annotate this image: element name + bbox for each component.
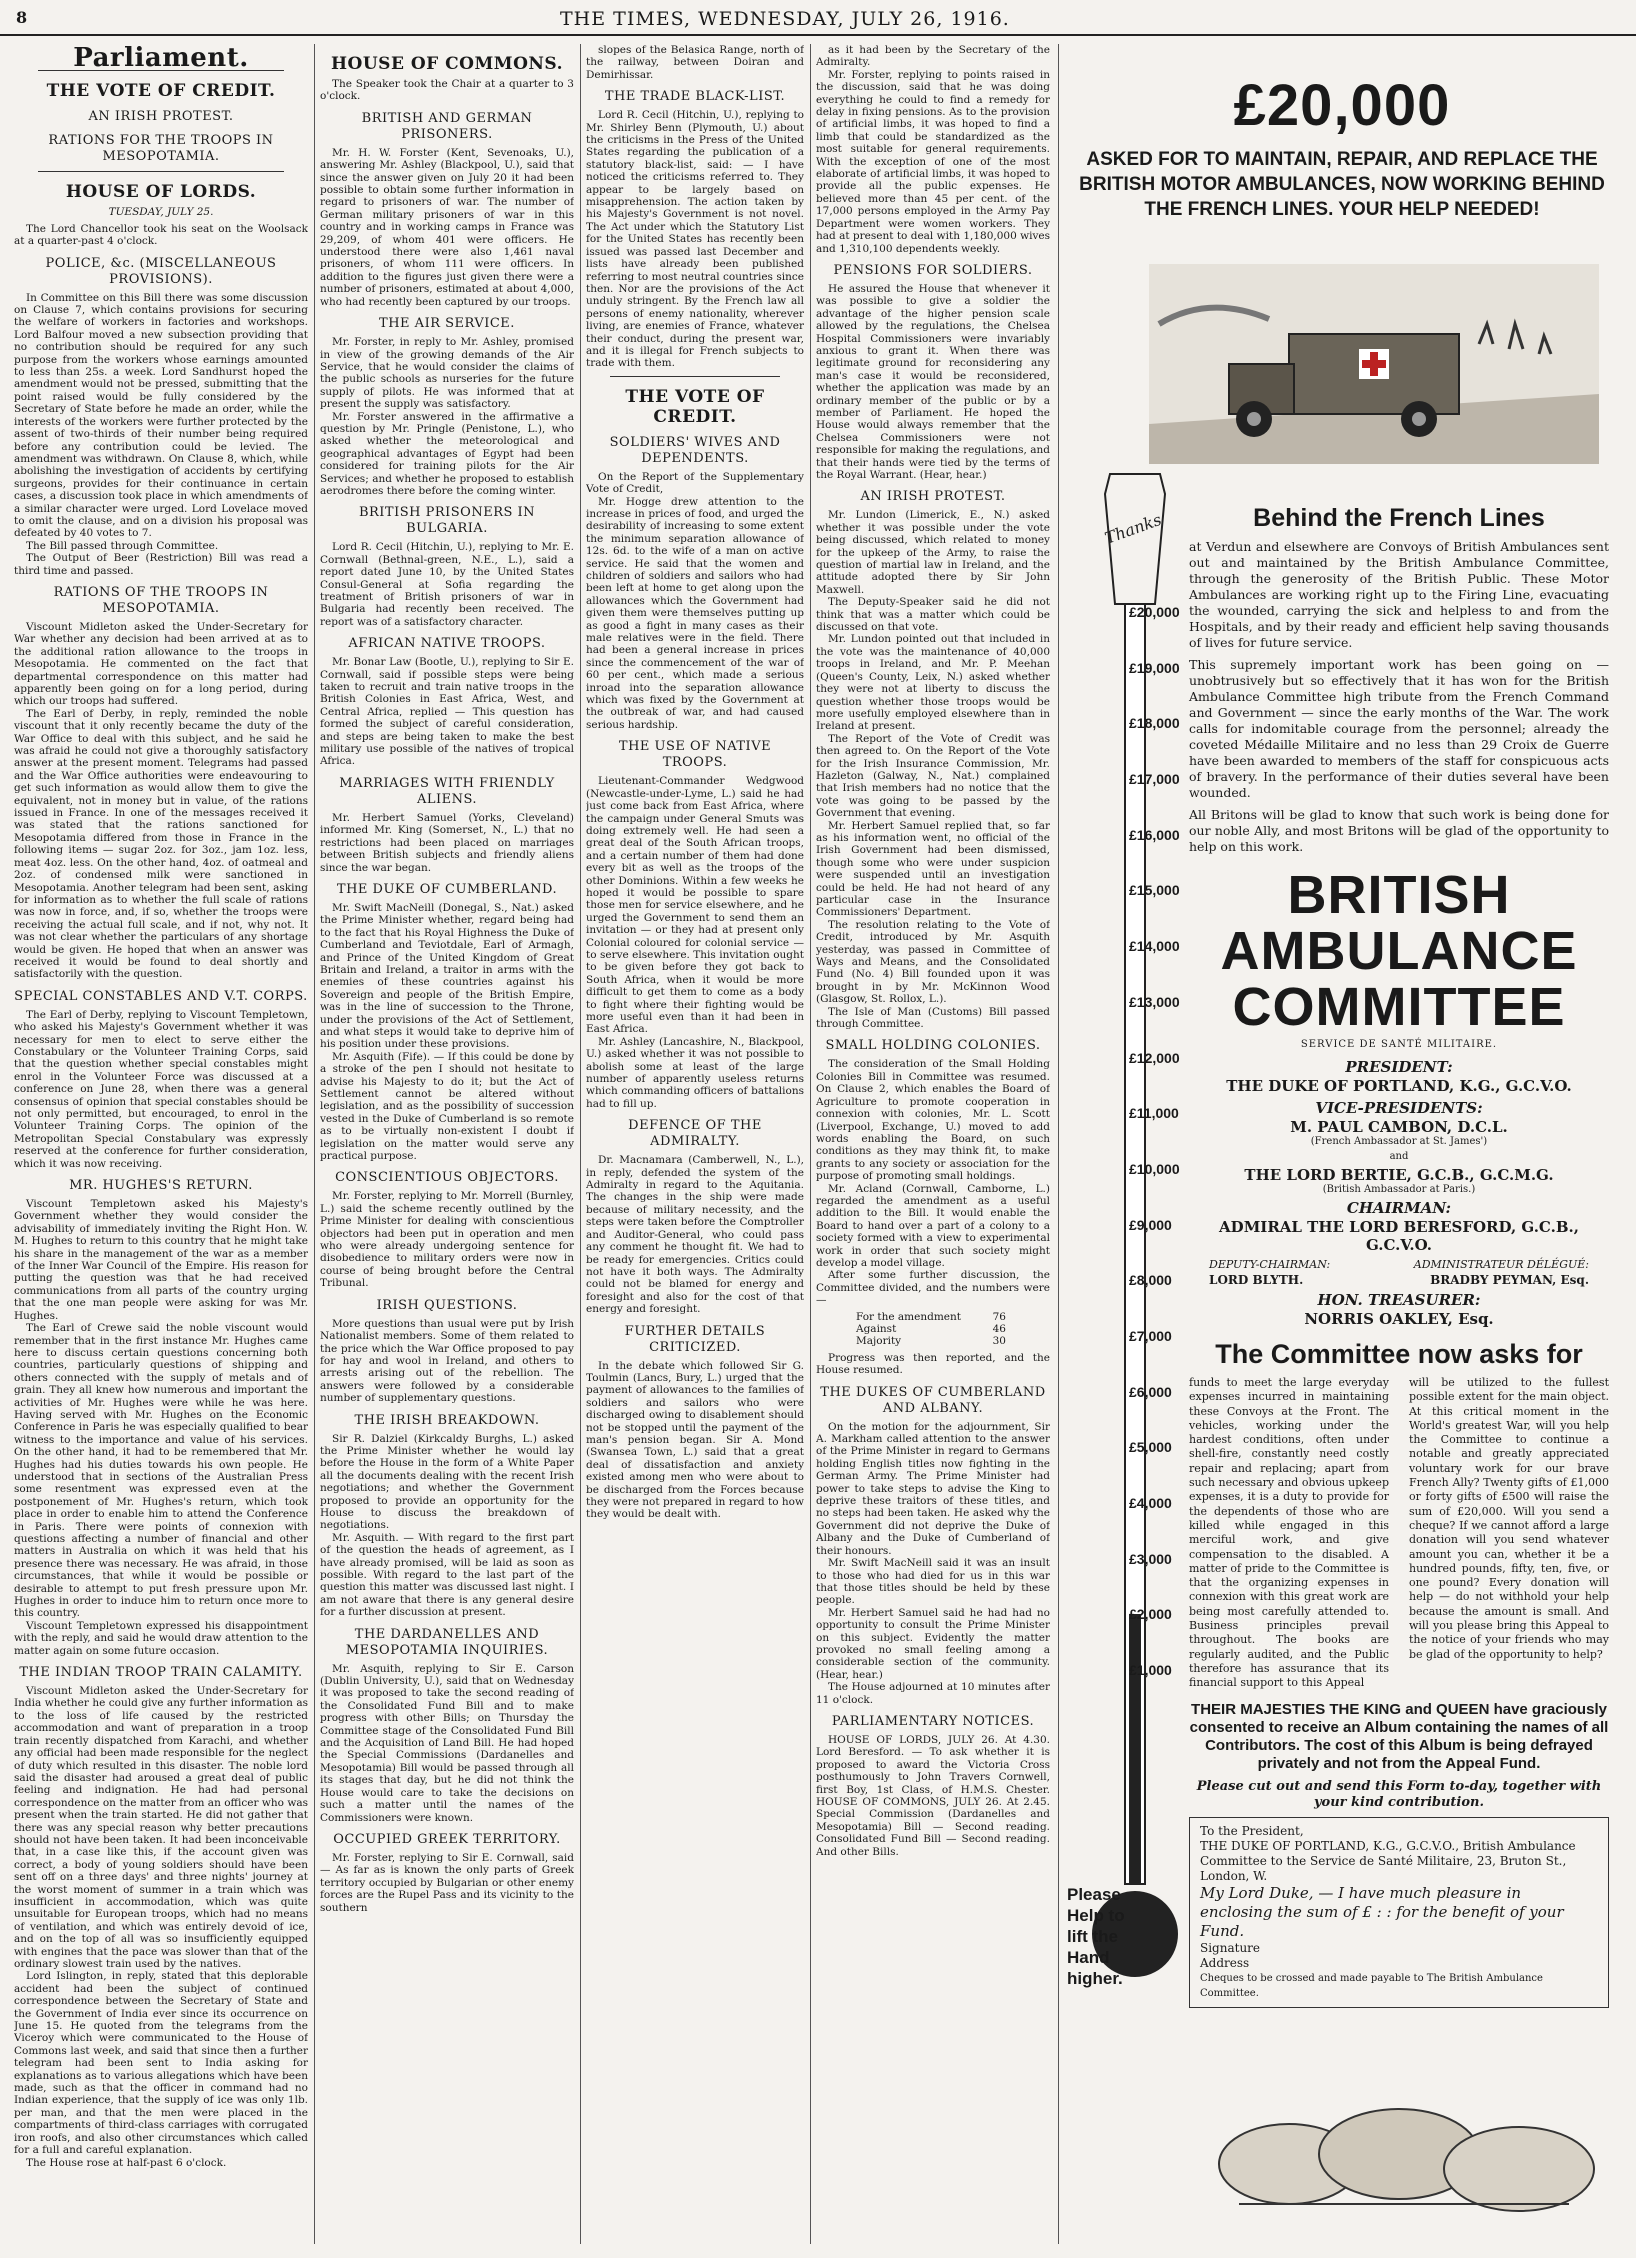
subheadline: MARRIAGES WITH FRIENDLY ALIENS. xyxy=(339,775,555,807)
masthead xyxy=(0,0,1636,36)
ad-column-right: will be utilized to the fullest possible extent for the main object. At this critical moment in the World's greatest War, will you help the Committee to continue a notable and greatly appreciated voluntary work for our brave French Ally? Twenty gifts of £1,000 or forty gifts of £500 will raise the sum of £20,000. Will you send a cheque? If we cannot afford a large donation will you send whatever amount you can, whether it be a hundred pounds, fifty, ten, five, or one pound? Every donation will help — do not withhold your help because the amount is small. And will you please bring this Appeal to the notice of your friends who may be glad of the opportunity to help? xyxy=(1409,1376,1609,1661)
ad-paragraph: All Britons will be glad to know that such work is being done for our noble Ally, and most Britons will be glad of the opportunity to help on this work. xyxy=(1189,807,1609,854)
subheadline: BRITISH AND GERMAN PRISONERS. xyxy=(361,110,533,142)
paragraph: He assured the House that whenever it was possible to give a soldier the advantage of the higher pension scale allowed by the regulations, the Chelsea Hospital Commissioners were invariably anxious to grant it. When there was legitimate ground for reconsidering any man's case it would be reconsidered, whether the application was made by an ordinary member of the public or by a member of Parliament. He hoped the House would always remember that the Chelsea Commissioners were not responsible for making the regulations, and that their hands were tied by the terms of the Royal Warrant. (Hear, hear.) xyxy=(816,282,1050,481)
paragraph: Sir R. Dalziel (Kirkcaldy Burghs, L.) asked the Prime Minister whether he would lay before the House in the form of a White Paper all the documents dealing with the recent Irish negotiations; and whether the Government proposed to provide an opportunity for the House to discuss the breakdown of negotiations. xyxy=(320,1432,574,1532)
column-rule xyxy=(314,44,315,2244)
paragraph: Mr. Asquith. — With regard to the first part of the question the heads of agreement, as I have already promised, will be laid as soon as possible. With regard to the last part of the question this matter was discussed last night. I am not aware that there is any general desire for a further discussion at present. xyxy=(320,1531,574,1619)
paragraph: Mr. Herbert Samuel (Yorks, Cleveland) informed Mr. King (Somerset, N., L.) that no restrictions had been placed on marriages between British subjects and friendly aliens since the war began. xyxy=(320,811,574,874)
paragraph: In the debate which followed Sir G. Toulmin (Lancs, Bury, L.) urged that the payment of allowances to the families of soldiers and sailors who were discharged owing to disablement should not be stopped until the payment of the man's pension began. Sir A. Mond (Swansea Town, L.) said that a great deal of dissatisfaction and anxiety existed among men who were about to be discharged from the Forces because they were not prepared in regard to how they would be dealt with. xyxy=(586,1359,804,1521)
ambulance-illustration-icon xyxy=(1149,264,1599,464)
scale-mark: £2,000 xyxy=(1129,1606,1172,1623)
coins-illustration-icon xyxy=(1199,2084,1609,2234)
paragraph: More questions than usual were put by Irish Nationalist members. Some of them related to the price which the War Office proposed to pay for hay and wool in Ireland, and others to arrests arising out of the rebellion. The answers were followed by a considerable number of supplementary questions. xyxy=(320,1317,574,1405)
headline: HOUSE OF LORDS. xyxy=(65,182,257,203)
ad-paragraph: This supremely important work has been going on — unobtrusively but so effectively that it has won for the British Ambulance Committee high tribute from the French Command and Government — since the early months of the War. The work calls for indomitable courage from the personnel; already the coveted Médaille Militaire and no less than 29 Croix de Guerre have been awarded to members of the staff for conspicuous acts of bravery. In the performance of their duties several have been wounded. xyxy=(1189,657,1609,800)
scale-mark: £3,000 xyxy=(1129,1550,1172,1567)
role-label: DEPUTY-CHAIRMAN: xyxy=(1209,1258,1331,1271)
column-3 xyxy=(586,44,804,2244)
scale-mark: £18,000 xyxy=(1129,715,1180,732)
paragraph: Mr. Swift MacNeill (Donegal, S., Nat.) asked the Prime Minister whether, regard being had to the fact that his Royal Highness the Duke of Cumberland and Teviotdale, Earl of Armagh, and Prince of the United Kingdom of Great Britain and Ireland, a traitor in arms with the enemies of these countries against his Sovereign and people of the British Empire, was in the line of succession to the Throne, under the provisions of the Act of Settlement, and what steps it would take to deprive him of his position under these provisions. xyxy=(320,901,574,1051)
subheadline: THE AIR SERVICE. xyxy=(379,316,515,332)
headline: HOUSE OF COMMONS. xyxy=(330,54,564,74)
subheadline: PENSIONS FOR SOLDIERS. xyxy=(833,262,1033,278)
person-name: THE LORD BERTIE, G.C.B., G.C.M.G. xyxy=(1244,1166,1554,1184)
paragraph: Lord Islington, in reply, stated that this deplorable accident had been the subject of continued correspondence between the Secretary of State and the Government of India ever since its occurrence on June 15. He quoted from the telegrams from the Viceroy which were communicated to the House of Commons last week, and said that since then a further telegram had been sent to India asking for explanations as to various allegations which have been made, such as that the officer in command had no Indian experience, that the supply of ice was only 1lb. per man, and that the men were placed in the compartments of third-class carriages with corrugated iron roofs, and also other circumstances which called for a full and careful explanation. xyxy=(14,1970,308,2157)
paragraph: The Report of the Vote of Credit was then agreed to. On the Report of the Vote for the Irish Insurance Commission, Mr. Hazleton (Galway, N., Nat.) complained that Irish members had no notice that the vote was going to be passed by the Government that evening. xyxy=(816,732,1050,820)
form-note: Cheques to be crossed and made payable to The British Ambulance Committee. xyxy=(1200,1972,1543,1999)
ad-paragraph: at Verdun and elsewhere are Convoys of British Ambulances sent out and maintained by the British Ambulance Committee, through the generosity of the British Public. These Motor Ambulances are working right up to the Firing Line, evacuating the wounded, carrying the sick and helpless to and from the Hospitals, and by their ready and efficient help saving thousands of lives for future service. xyxy=(1189,539,1609,650)
role-label: PRESIDENT: xyxy=(1345,1058,1453,1076)
thanks-label: Thanks xyxy=(1102,509,1164,548)
paragraph: Lord R. Cecil (Hitchin, U.), replying to Mr. Shirley Benn (Plymouth, U.) about the criticisms in the Press of the United States regarding the publication of a statutory black-list, said: — I have noticed the criticisms referred to. They appear to be largely based on misapprehension. The action taken by his Majesty's Government is not novel. The Act under which the Statutory List for the United States has recently been issued was passed last December and lists have already been published referring to most neutral countries since then. Nor are the provisions of the Act unduly stringent. By the French law all persons of enemy nationality, wherever living, are enemies of France, whatever their conduct, during the present war, and it is illegal for French subjects to trade with them. xyxy=(586,109,804,370)
subheadline: SPECIAL CONSTABLES AND V.T. CORPS. xyxy=(14,988,308,1004)
paragraph: The Deputy-Speaker said he did not think that was a matter which could be discussed on that vote. xyxy=(816,596,1050,634)
scale-mark: £11,000 xyxy=(1129,1105,1179,1122)
column-2 xyxy=(320,44,574,2244)
scale-mark: £6,000 xyxy=(1129,1383,1172,1400)
paragraph: Viscount Templetown asked his Majesty's Government whether they would consider the advisability of immediately inviting the Right Hon. W. M. Hughes to return to this country that he might take his share in the management of the war as a member of the Inner War Council of the Empire. His reason for putting the question was that he had received communications from all parts of the country urging that the one man people were asking for was Mr. Hughes. xyxy=(14,1198,308,1322)
scale-mark: £19,000 xyxy=(1129,659,1180,676)
role-label: ADMINISTRATEUR DÉLÉGUÉ: xyxy=(1413,1258,1589,1271)
scale-mark: £7,000 xyxy=(1129,1327,1172,1344)
paragraph: After some further discussion, the Committee divided, and the numbers were — xyxy=(816,1269,1050,1307)
subheadline: RATIONS OF THE TROOPS IN MESOPOTAMIA. xyxy=(53,584,269,616)
paragraph: Mr. Bonar Law (Bootle, U.), replying to Sir E. Cornwall, said if possible steps were being taken to recruit and train native troops in the British Colonies in East Africa, West, and Central Africa, replied — This question has formed the subject of careful consideration, and steps are being taken to make the best military use possible of the natives of tropical Africa. xyxy=(320,656,574,768)
person-name: ADMIRAL THE LORD BERESFORD, G.C.B., G.C.V.O. xyxy=(1219,1218,1579,1254)
paragraph: The Earl of Crewe said the noble viscount would remember that in the first instance Mr. Hughes came here to discuss certain questions concerning both countries, particularly questions of shipping and others connected with the supply of metals and of grain. They all knew how numerous and important the activities of Mr. Hughes were while he was here. Having served with Mr. Hughes on the Economic Conference in Paris he was especially qualified to bear witness to the importance and value of his services. On the other hand, it had to be remembered that Mr. Hughes had his duties towards his own people. He understood that in sections of the Australian Press some resentment was expressed even at the postponement of Mr. Hughes's return, which took place in order to enable him to attend the Conference in Paris. There were points of connexion with questions affecting a number of financial and other matters in Australia on which it was held that his presence there was necessary. He was afraid, in those circumstances, that while it would be possible or desirable to attempt to put fresh pressure upon Mr. Hughes in order to induce him to return once more to this country. xyxy=(14,1322,308,1620)
ambulance-advertisement xyxy=(1058,44,1625,2244)
subheadline: OCCUPIED GREEK TERRITORY. xyxy=(333,1831,561,1847)
subheadline: THE USE OF NATIVE TROOPS. xyxy=(618,739,772,771)
subheadline: AFRICAN NATIVE TROOPS. xyxy=(348,636,546,652)
column-rule xyxy=(810,44,811,2244)
headline: THE VOTE OF CREDIT. xyxy=(625,386,765,427)
paragraph: Mr. Forster, replying to Sir E. Cornwall, said — As far as is known the only parts of Greek territory occupied by Bulgarian or other enemy forces are the Rupel Pass and its vicinity to the southern xyxy=(320,1851,574,1914)
paragraph: The Earl of Derby, replying to Viscount Templetown, who asked his Majesty's Government whether it was necessary for men to elect to serve either the Constabulary or the Volunteer Training Corps, said that the question whether special constables might enrol in the Volunteer Force was discussed at a conference on June 28, when there was a general consensus of opinion that special constables should be not only permitted, but encouraged, to enrol in the Volunteer Training Corps. The opinion of the Metropolitan Special Constabulary was expressly reserved at the conference for further consideration, which it was now receiving. xyxy=(14,1008,308,1170)
paragraph: Viscount Midleton asked the Under-Secretary for India whether he could give any further information as to the loss of life caused by the restricted accommodation and want of preparation in a troop train recently dispatched from Karachi, and whether any official had been made responsible for the neglect of duty which resulted in this disaster. The noble lord said the disaster had aroused a great deal of public feeling and indignation. He had had personal correspondence on the matter from an officer who was present when the train started. He did not gather that there was any special reason why better precautions should not have been taken. It had been inconceivable that, in a case like this, if the account given was correct, a body of young soldiers should have been sent off on a three days' and three nights' journey at the worst moment of summer in a train which was insufficient in accommodation, which was quite unsuitable for European troops, which had no means of ventilation, and which was entirely devoid of ice, and on the top of all was so insufficiently equipped with engines that the pace was slower than that of the ordinary slowest train used by the natives. xyxy=(14,1685,308,1970)
subheadline: FURTHER DETAILS CRITICIZED. xyxy=(624,1323,766,1355)
scale-mark: £8,000 xyxy=(1129,1272,1172,1289)
person-name: NORRIS OAKLEY, Esq. xyxy=(1304,1310,1494,1328)
division-value: 46 xyxy=(992,1323,1006,1335)
subheadline: POLICE, &c. (MISCELLANEOUS PROVISIONS). xyxy=(45,255,277,287)
paragraph: The Speaker took the Chair at a quarter to 3 o'clock. xyxy=(320,78,574,103)
division-label: Majority xyxy=(856,1335,902,1348)
scale-mark: £13,000 xyxy=(1129,993,1180,1010)
column-1 xyxy=(14,44,308,2244)
paragraph: The House adjourned at 10 minutes after 11 o'clock. xyxy=(816,1681,1050,1706)
scale-mark: £4,000 xyxy=(1129,1495,1172,1511)
subheadline: THE INDIAN TROOP TRAIN CALAMITY. xyxy=(19,1665,303,1681)
subheadline: THE IRISH BREAKDOWN. xyxy=(354,1412,540,1428)
scale-mark: £14,000 xyxy=(1129,938,1180,955)
person-name: LORD BLYTH. xyxy=(1209,1273,1304,1287)
cutout-instruction: Please cut out and send this Form to-day, together with your kind contribution. xyxy=(1196,1778,1602,1810)
scale-mark: £10,000 xyxy=(1129,1160,1180,1177)
division-table xyxy=(856,1311,1050,1348)
paragraph: The Earl of Derby, in reply, reminded the noble viscount that it only recently became the duty of the War Office to deal with this subject, and he said he was afraid he could not give a thoroughly satisfactory answer at the present moment. Telegrams had passed and the War Office authorities were endeavouring to get such information as would allow them to give the equivalent, not in money but in value, of the rations issued in France. In one of the messages received it was stated that the rations sanctioned for Mesopotamia differed from those in France in the following items — sugar 2oz. for 3oz., jam 1oz. less, meat 4oz. less. On the other hand, 4oz. of oatmeal and 2oz. of condensed milk were sanctioned in Mesopotamia. Another telegram had been sent, asking for information as to whether the full scale of rations was now in force, and, if so, whether the troops were receiving the actual full scale, and if not, why not. It was not clear whether the particulars of any shortage would be given. He hoped that when an answer was received it would be found to deal shortly and satisfactorily with the question. xyxy=(14,707,308,981)
ad-column-left: funds to meet the large everyday expenses incurred in maintaining these Convoys at the Front. The vehicles, working under the hardest conditions, often under shell-fire, constantly need costly repair and replacing; apart from such necessary and obvious upkeep expenses, it is a duty to provide for the dependents of those who are killed while engaged in this merciful work, and give compensation to the disabled. A matter of pride to the Committee is that the organizing expenses in connexion with this great work are being most carefully attended to. Business principles prevail throughout. The books are regularly audited, and the Public therefore has assurance that its financial support to this Appeal xyxy=(1189,1376,1389,1690)
scale-mark: £9,000 xyxy=(1129,1216,1172,1233)
ad-subhead: Behind the French Lines xyxy=(1253,504,1545,532)
subheadline: AN IRISH PROTEST. xyxy=(88,109,234,125)
form-to: To the President, xyxy=(1200,1823,1304,1838)
subheadline: AN IRISH PROTEST. xyxy=(860,489,1006,505)
paragraph: slopes of the Belasica Range, north of the railway, between Doiran and Demirhissar. xyxy=(586,44,804,81)
appeal-amount: £20,000 xyxy=(1233,73,1451,138)
organization-name: BRITISH AMBULANCE COMMITTEE xyxy=(1220,865,1578,1037)
scale-mark: £1,000 xyxy=(1129,1662,1172,1679)
paragraph: Mr. Asquith (Fife). — If this could be done by a stroke of the pen I should not hesitate to advise his Majesty to do it; but the Act of Settlement cannot be altered without legislation, and as the possibility of succession vested in the Duke of Cumberland is so remote as to be virtually non-existent I doubt if legislation on the matter would serve any practical purpose. xyxy=(320,1050,574,1163)
appeal-headline: ASKED FOR TO MAINTAIN, REPAIR, AND REPLACE THE BRITISH MOTOR AMBULANCES, NOW WORKING BEHIND THE FRENCH LINES. YOUR HELP NEEDED! xyxy=(1079,149,1605,220)
paragraph: Mr. Forster, in reply to Mr. Ashley, promised in view of the growing demands of the Air Service, that he would consider the claims of the public schools as nurseries for the future supply of pilots. He was informed that at present the supply was satisfactory. xyxy=(320,336,574,411)
scale-mark: £20,000 xyxy=(1129,604,1180,620)
division-value: 30 xyxy=(992,1335,1006,1348)
person-name: THE DUKE OF PORTLAND, K.G., G.C.V.O. xyxy=(1226,1077,1572,1095)
subheadline: THE DARDANELLES AND MESOPOTAMIA INQUIRIES. xyxy=(345,1626,549,1658)
subheadline: RATIONS FOR THE TROOPS IN MESOPOTAMIA. xyxy=(48,133,274,165)
column-4 xyxy=(816,44,1050,2244)
newspaper-title: THE TIMES, WEDNESDAY, JULY 26, 1916. xyxy=(560,8,1010,30)
subheadline: THE DUKES OF CUMBERLAND AND ALBANY. xyxy=(820,1384,1046,1416)
person-subtitle: (British Ambassador at Paris.) xyxy=(1322,1184,1476,1195)
subheadline: CONSCIENTIOUS OBJECTORS. xyxy=(335,1170,559,1186)
scale-mark: £17,000 xyxy=(1129,771,1180,788)
paragraph: Dr. Macnamara (Camberwell, N., L.), in reply, defended the system of the Admiralty in regard to the Aquitania. The changes in the ship were made because of military necessity, and the steps were taken before the Comptroller and Auditor-General, who could pass any comment he thought fit. We had to be ready for emergencies. Critics could not have it both ways. The Admiralty could not be blamed for energy and foresight and also for the cost of that energy and foresight. xyxy=(586,1154,804,1316)
headline: THE VOTE OF CREDIT. xyxy=(46,81,276,102)
paragraph: Lieutenant-Commander Wedgwood (Newcastle-under-Lyme, L.) said he had just come back from East Africa, where the campaign under General Smuts was doing extremely well. He had seen a great deal of the South African troops, and a certain number of them had done every bit as well as the troops of the other Dominions. Within a few weeks he hoped it would be possible to spare those men for service elsewhere, and he urged the Government to send them an invitation — or they had at present only Colonial coloured for colonial service — to serve elsewhere. This invitation ought to be given before they got back to South Africa, when it would be more difficult to get them to come as a body to fight where their fighting would be more useful even than it had been in East Africa. xyxy=(586,775,804,1036)
paragraph: Lord R. Cecil (Hitchin, U.), replying to Mr. E. Cornwall (Bethnal-green, N.E., L.), said a report dated June 10, by the United States Consul-General at Sofia regarding the treatment of British prisoners of war in Bulgaria had recently been received. The report was of a satisfactory character. xyxy=(320,541,574,628)
organization-subtitle: SERVICE DE SANTÉ MILITAIRE. xyxy=(1300,1039,1498,1050)
paragraph: Viscount Midleton asked the Under-Secretary for War whether any decision had been arrived at as to the additional ration allowance to the troops in Mesopotamia. He commented on the fact that departmental correspondence on this matter had apparently been going on for a long period, during which our troops had suffered. xyxy=(14,620,308,708)
subheadline: THE DUKE OF CUMBERLAND. xyxy=(336,881,558,897)
paragraph: Mr. Lundon pointed out that included in the vote was the maintenance of 40,000 troops in Ireland, and Mr. P. Meehan (Queen's County, Leix, N.) asked whether they were not at liberty to discuss the question whether those troops would be more usefully employed elsewhere than in Ireland at present. xyxy=(816,633,1050,733)
scale-mark: £15,000 xyxy=(1129,882,1180,899)
majesties-notice: THEIR MAJESTIES THE KING and QUEEN have graciously consented to receive an Album containing the names of all Contributors. The cost of this Album is being defrayed privately and not from the Appeal Fund. xyxy=(1189,1700,1609,1772)
scale-mark: £12,000 xyxy=(1129,1049,1180,1066)
paragraph: Mr. Asquith, replying to Sir E. Carson (Dublin University, U.), said that on Wednesday it was proposed to take the second reading of the Consolidated Fund Bill and to make progress with other Bills; on Thursday the Committee stage of the Consolidated Fund Bill and the Acquisition of Land Bill. He had hoped the Special Commissions (Dardanelles and Mesopotamia) Bill would be passed through all its stages that day, but he did not think the House would care to take the decisions on such a matter until the names of the Commissioners were known. xyxy=(320,1662,574,1824)
division-value: 76 xyxy=(992,1310,1006,1323)
conjunction: and xyxy=(1389,1151,1409,1162)
section-title: Parliament. xyxy=(73,44,249,73)
subheadline: PARLIAMENTARY NOTICES. xyxy=(831,1713,1035,1729)
paragraph: Mr. Forster, replying to Mr. Morrell (Burnley, L.) said the scheme recently outlined by the Prime Minister for dealing with conscientious objectors had been put in operation and men who were already undergoing sentence for disobedience to military orders were now in course of being brought before the Central Tribunal. xyxy=(320,1190,574,1290)
person-name: BRADBY PEYMAN, Esq. xyxy=(1430,1273,1589,1287)
paragraph: The Output of Beer (Restriction) Bill was read a third time and passed. xyxy=(14,552,308,577)
paragraph: The Lord Chancellor took his seat on the Woolsack at a quarter-past 4 o'clock. xyxy=(14,222,308,248)
paragraph: The consideration of the Small Holding Colonies Bill in Committee was resumed. On Clause 2, which enables the Board of Agriculture to promote cooperation in connexion with colonies, Mr. L. Scott (Liverpool, Exchange, U.) moved to add words enabling the Board, on such conditions as they may think fit, to make grants to any society or association for the purpose of promoting small holdings. xyxy=(816,1058,1050,1183)
committee-heading: The Committee now asks for xyxy=(1215,1339,1583,1369)
paragraph: In Committee on this Bill there was some discussion on Clause 7, which contains provisions for securing the welfare of workers in factories and workshops. Lord Balfour moved a new subsection providing that no contribution should be required for any such purpose from the workers whose earnings amounted to less than 25s. a week. Lord Sandhurst hoped the amendment would not be pressed, submitting that the point raised would be fully considered by the Secretary of State before he made an order, while the interests of the workers were further protected by the assent of two-thirds of their number being required before any contribution could be levied. The amendment was withdrawn. On Clause 8, which, while abolishing the investigation of accidents by certifying surgeons, provides for their continuance in certain cases, a discussion took place in which amendments of a similar character were urged. Lord Lovelace moved to omit the clause, and on a division his proposal was defeated by 40 votes to 7. xyxy=(14,291,308,540)
subheadline: DEFENCE OF THE ADMIRALTY. xyxy=(628,1118,762,1150)
role-label: CHAIRMAN: xyxy=(1346,1199,1452,1217)
subheadline: MR. HUGHES'S RETURN. xyxy=(69,1178,253,1194)
subheadline: SOLDIERS' WIVES AND DEPENDENTS. xyxy=(609,434,781,466)
subheadline: IRISH QUESTIONS. xyxy=(376,1297,518,1313)
paragraph: Mr. Acland (Cornwall, Camborne, L.) regarded the amendment as a useful addition to the Bill. It would enable the Board to hand over a part of a colony to a society formed with a view to experimental work in order that such society might develop a model village. xyxy=(816,1182,1050,1269)
paragraph: HOUSE OF LORDS, JULY 26. At 4.30. Lord Beresford. — To ask whether it is proposed to award the Victoria Cross posthumously to John Travers Cornwell, first Boy, 1st Class, of H.M.S. Chester. HOUSE OF COMMONS, JULY 26. At 2.45. Special Commission (Dardanelles and Mesopotamia) Bill — Second reading. Consolidated Fund Bill — Second reading. And other Bills. xyxy=(816,1733,1050,1858)
form-address: THE DUKE OF PORTLAND, K.G., G.C.V.O., British Ambulance Committee to the Service de Santé Militaire, 23, Bruton St., London, W. xyxy=(1200,1838,1576,1883)
help-caption: Please Help to lift the Hand higher. xyxy=(1067,1885,1125,1988)
division-label: Against xyxy=(856,1323,897,1335)
role-label: HON. TREASURER: xyxy=(1317,1291,1481,1309)
form-handwritten: My Lord Duke, — I have much pleasure in enclosing the sum of £ : : for the benefit of your Fund. xyxy=(1200,1883,1564,1940)
role-label: VICE-PRESIDENTS: xyxy=(1315,1099,1483,1117)
paragraph: Mr. Forster answered in the affirmative a question by Mr. Pringle (Penistone, L.), who asked whether the meteorological and geographical advantages of Egypt had been considered for training pilots for the Air Services; and whether he proposed to establish aerodromes there before the coming winter. xyxy=(320,410,574,497)
subheadline: BRITISH PRISONERS IN BULGARIA. xyxy=(358,505,536,537)
paragraph: The resolution relating to the Vote of Credit, introduced by Mr. Asquith yesterday, was passed in Committee of Ways and Means, and the Consolidated Fund (No. 4) Bill founded upon it was brought in by Mr. McKinnon Wood (Glasgow, St. Rollox, L.). xyxy=(816,918,1050,1006)
paragraph: On the motion for the adjournment, Sir A. Markham called attention to the answer of the Prime Minister in regard to Germans holding English titles now fighting in the German Army. The Prime Minister had power to take steps to advise the King to deprive these traitors of these titles, and no steps had been taken. He asked why the Government did not deprive the Duke of Albany and the Duke of Cumberland of their honours. xyxy=(816,1420,1050,1557)
column-rule xyxy=(580,44,581,2244)
paragraph: Mr. Ashley (Lancashire, N., Blackpool, U.) asked whether it was not possible to abolish some at least of the large number of apparently useless returns which commanding officers of battalions had to fill up. xyxy=(586,1035,804,1110)
ad-text-block xyxy=(1189,504,1609,2012)
subheadline: SMALL HOLDING COLONIES. xyxy=(825,1038,1041,1054)
form-signature-field[interactable]: Signature xyxy=(1200,1940,1261,1955)
person-subtitle: (French Ambassador at St. James') xyxy=(1310,1136,1488,1147)
paragraph: On the Report of the Supplementary Vote of Credit, xyxy=(586,470,804,496)
paragraph: The Isle of Man (Customs) Bill passed through Committee. xyxy=(816,1005,1050,1031)
paragraph: Mr. Lundon (Limerick, E., N.) asked whether it was possible under the vote being discussed, which related to money for the upkeep of the Army, to raise the question of martial law in Ireland, and the attitude adopted there by Sir John Maxwell. xyxy=(816,509,1050,596)
donation-form[interactable] xyxy=(1189,1817,1609,2008)
dateline: TUESDAY, JULY 25. xyxy=(108,206,214,219)
subheadline: THE TRADE BLACK-LIST. xyxy=(604,89,786,105)
paragraph: as it had been by the Secretary of the Admiralty. xyxy=(816,44,1050,69)
paragraph: Mr. Hogge drew attention to the increase in prices of food, and urged the desirability of increasing to some extent the minimum separation allowance of 12s. 6d. to the wife of a man on active service. He said that the women and children of soldiers and sailors who had been left at home to get along upon the allowances which the Government had given them were themselves putting up as good a fight in many cases as their male relatives were in the field. There had been a general increase in prices since the commencement of the war of 60 per cent., which made a serious inroad into the separation allowance which was fixed by the Government at the outbreak of war, and had caused serious hardship. xyxy=(586,495,804,731)
scale-mark: £16,000 xyxy=(1129,826,1180,843)
division-label: For the amendment xyxy=(856,1310,961,1323)
paragraph: Mr. Herbert Samuel said he had had no opportunity to consult the Prime Minister on this subject. Evidently the matter provoked no small feeling among a considerable section of the community. (Hear, hear.) xyxy=(816,1606,1050,1681)
person-name: M. PAUL CAMBON, D.C.L. xyxy=(1290,1118,1508,1136)
paragraph: The House rose at half-past 6 o'clock. xyxy=(26,2156,227,2169)
paragraph: Mr. Forster, replying to points raised in the discussion, said that he was doing everything he could to find a remedy for delay in fixing pensions. As to the provision of artificial limbs, it was hoped to find a limb that could be standardized as the most suitable for general requirements. With the exception of one of the most elaborate of artificial limbs, it was hoped to provide all the public expenses. He believed more than 45 per cent. of the 17,000 persons employed in the Army Pay Department were women workers. They had at present to deal with 1,180,000 wives and 1,310,100 dependents weekly. xyxy=(816,68,1050,255)
paragraph: Mr. Herbert Samuel replied that, so far as his information went, no official of the Irish Government had been dismissed, though some who were under suspicion were suspended until an investigation could be held. He had not heard of any particular case in the Insurance Commissioners' Department. xyxy=(816,819,1050,919)
paragraph: Mr. H. W. Forster (Kent, Sevenoaks, U.), answering Mr. Ashley (Blackpool, U.), said that since the answer given on July 20 it had been possible to obtain some further information in regard to prisoners of war. The number of German military prisoners of war in this country and in working camps in France was 29,209, of whom 401 were officers. He understood there were also 1,461 naval prisoners, of whom 111 were officers. In addition to the figures just given there were a number of prisoners, estimated at about 4,000, who had recently been captured by our troops. xyxy=(320,146,574,308)
scale-mark: £5,000 xyxy=(1129,1439,1172,1456)
paragraph: Viscount Templetown expressed his disappointment with the reply, and said he would draw attention to the matter again on some future occasion. xyxy=(14,1619,308,1657)
paragraph: Mr. Swift MacNeill said it was an insult to those who had died for us in this war that those titles should be held by these people. xyxy=(816,1557,1050,1607)
form-address-field[interactable]: Address xyxy=(1200,1955,1250,1970)
paragraph: The Bill passed through Committee. xyxy=(26,539,219,552)
page-number: 8 xyxy=(16,8,28,27)
paragraph: Progress was then reported, and the House resumed. xyxy=(816,1351,1050,1377)
